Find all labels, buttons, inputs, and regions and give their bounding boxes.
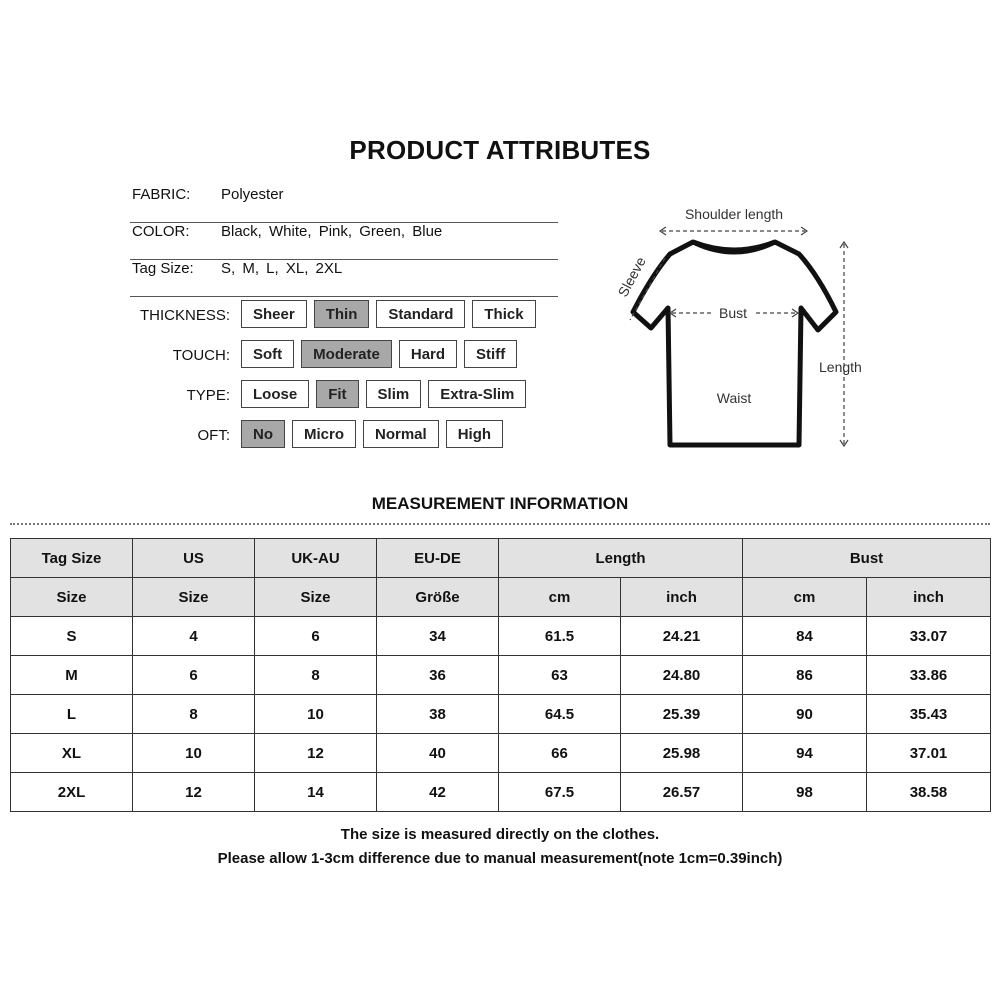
table-cell: 4 [133, 617, 255, 656]
header-cell: inch [621, 578, 743, 617]
table-cell: 90 [743, 695, 867, 734]
header-cell: Größe [377, 578, 499, 617]
table-cell: 24.21 [621, 617, 743, 656]
oft-options [241, 420, 510, 448]
table-cell: 2XL [11, 773, 133, 812]
table-cell: L [11, 695, 133, 734]
header-cell: cm [743, 578, 867, 617]
table-cell: 25.39 [621, 695, 743, 734]
table-cell: 24.80 [621, 656, 743, 695]
table-cell: 6 [133, 656, 255, 695]
table-cell: M [11, 656, 133, 695]
oft-option-no: No [241, 420, 285, 448]
bust-label: Bust [718, 305, 748, 321]
header-cell: cm [499, 578, 621, 617]
header-cell: Size [255, 578, 377, 617]
table-cell: 10 [133, 734, 255, 773]
table-cell: S [11, 617, 133, 656]
table-cell: 8 [133, 695, 255, 734]
table-cell: 6 [255, 617, 377, 656]
thickness-option-thin: Thin [314, 300, 370, 328]
table-cell: 67.5 [499, 773, 621, 812]
table-row [11, 656, 991, 695]
touch-option-stiff: Stiff [464, 340, 517, 368]
oft-option-micro: Micro [292, 420, 356, 448]
thickness-option-sheer: Sheer [241, 300, 307, 328]
fabric-label: FABRIC: [132, 186, 191, 203]
table-cell: 10 [255, 695, 377, 734]
note-line-2: Please allow 1-3cm difference due to manual measurement(note 1cm=0.39inch) [217, 850, 783, 867]
note-line-1: The size is measured directly on the clothes. [340, 826, 660, 843]
type-label: TYPE: [186, 387, 230, 404]
table-cell: 66 [499, 734, 621, 773]
table-subheader-row [11, 578, 991, 617]
sleeve-label: Sleeve [614, 254, 649, 300]
table-cell: 8 [255, 656, 377, 695]
table-row [11, 734, 991, 773]
table-cell: 61.5 [499, 617, 621, 656]
tag-size-label: Tag Size: [132, 260, 194, 277]
header-cell: Bust [743, 539, 991, 578]
type-option-loose: Loose [241, 380, 309, 408]
type-options [241, 380, 533, 408]
table-row [11, 773, 991, 812]
header-cell: EU-DE [377, 539, 499, 578]
table-cell: 63 [499, 656, 621, 695]
tshirt-diagram [600, 200, 880, 460]
touch-option-hard: Hard [399, 340, 457, 368]
touch-label: TOUCH: [172, 347, 230, 364]
table-cell: 40 [377, 734, 499, 773]
table-row [11, 617, 991, 656]
touch-options [241, 340, 524, 368]
color-label: COLOR: [132, 223, 190, 240]
table-cell: 26.57 [621, 773, 743, 812]
header-cell: Size [11, 578, 133, 617]
thickness-option-thick: Thick [472, 300, 535, 328]
touch-option-soft: Soft [241, 340, 294, 368]
oft-option-normal: Normal [363, 420, 439, 448]
type-option-extra-slim: Extra-Slim [428, 380, 526, 408]
color-row [130, 223, 558, 260]
touch-option-moderate: Moderate [301, 340, 392, 368]
table-cell: 38 [377, 695, 499, 734]
table-header-row [11, 539, 991, 578]
table-cell: 34 [377, 617, 499, 656]
table-cell: 12 [133, 773, 255, 812]
oft-label: OFT: [197, 427, 230, 444]
type-option-slim: Slim [366, 380, 422, 408]
fabric-value: Polyester [221, 186, 284, 203]
waist-label: Waist [716, 390, 752, 406]
table-cell: 38.58 [867, 773, 991, 812]
thickness-label: THICKNESS: [139, 307, 230, 324]
color-value: Black, White, Pink, Green, Blue [221, 223, 443, 240]
table-cell: 84 [743, 617, 867, 656]
header-cell: inch [867, 578, 991, 617]
thickness-option-standard: Standard [376, 300, 465, 328]
table-cell: 37.01 [867, 734, 991, 773]
table-cell: 33.07 [867, 617, 991, 656]
tag-size-value: S, M, L, XL, 2XL [221, 260, 343, 277]
length-label: Length [819, 359, 862, 375]
type-option-fit: Fit [316, 380, 358, 408]
divider [130, 296, 558, 297]
dotted-divider [10, 523, 990, 525]
table-cell: 64.5 [499, 695, 621, 734]
tshirt-outline-icon [633, 242, 836, 445]
oft-option-high: High [446, 420, 503, 448]
measurement-title: MEASUREMENT INFORMATION [371, 494, 629, 513]
table-row [11, 695, 991, 734]
table-cell: 12 [255, 734, 377, 773]
header-cell: Size [133, 578, 255, 617]
table-cell: 94 [743, 734, 867, 773]
table-cell: 86 [743, 656, 867, 695]
table-cell: 33.86 [867, 656, 991, 695]
header-cell: US [133, 539, 255, 578]
table-cell: 36 [377, 656, 499, 695]
table-cell: XL [11, 734, 133, 773]
header-cell: Length [499, 539, 743, 578]
table-cell: 14 [255, 773, 377, 812]
tag-size-row [130, 260, 558, 297]
thickness-options [241, 300, 543, 328]
table-cell: 35.43 [867, 695, 991, 734]
header-cell: UK-AU [255, 539, 377, 578]
shoulder-length-label: Shoulder length [684, 206, 784, 222]
table-cell: 42 [377, 773, 499, 812]
table-cell: 98 [743, 773, 867, 812]
fabric-row [130, 186, 558, 223]
header-cell: Tag Size [11, 539, 133, 578]
page-title: PRODUCT ATTRIBUTES [349, 135, 651, 165]
table-cell: 25.98 [621, 734, 743, 773]
size-chart-table [10, 538, 991, 812]
